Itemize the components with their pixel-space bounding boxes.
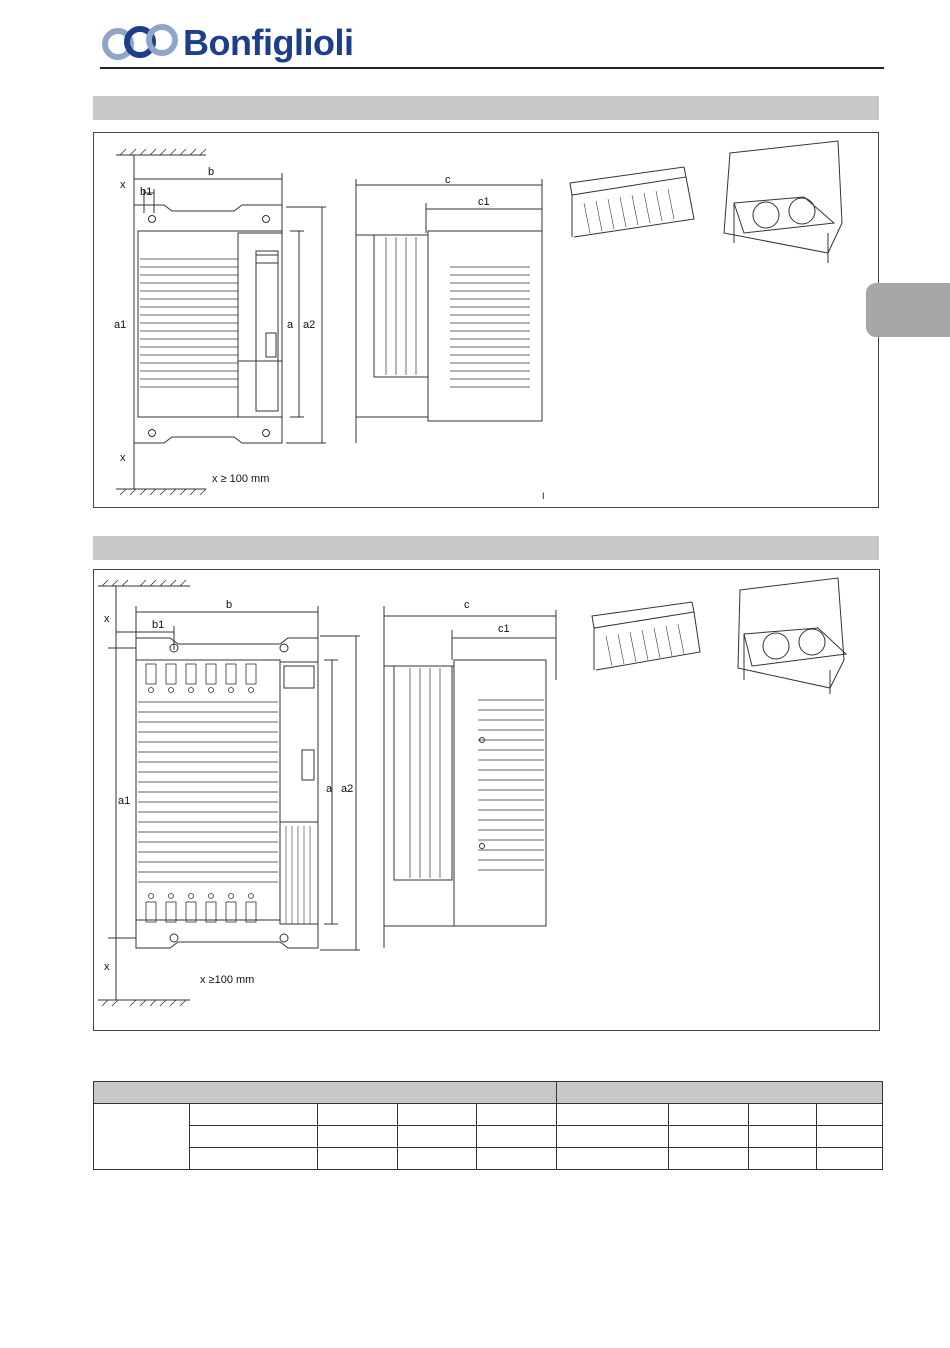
table-cell [397, 1148, 477, 1170]
dimensions-table [93, 1081, 883, 1170]
table-cell [189, 1104, 317, 1126]
table-cell [477, 1148, 557, 1170]
dim-label-b1: b1 [152, 619, 165, 631]
table-cell [669, 1126, 749, 1148]
table-cell [477, 1126, 557, 1148]
section-header-bar-2 [93, 536, 879, 560]
table-cell [749, 1148, 817, 1170]
table-cell [557, 1104, 669, 1126]
table-cell [669, 1104, 749, 1126]
dim-label-b1: b1 [140, 186, 153, 198]
table-cell [317, 1148, 397, 1170]
table-cell [749, 1126, 817, 1148]
table-header-cell [557, 1082, 883, 1104]
table-cell [817, 1126, 883, 1148]
table-cell [817, 1148, 883, 1170]
dim-label-a1: a1 [114, 319, 127, 331]
clearance-note: x ≥ 100 mm [212, 473, 270, 485]
dim-label-c1: c1 [478, 196, 490, 208]
dim-label-b: b [226, 599, 233, 611]
table-cell [397, 1104, 477, 1126]
table-cell [669, 1148, 749, 1170]
table-cell [397, 1126, 477, 1148]
brand-name: Bonfiglioli [183, 22, 354, 63]
dim-label-x-bottom: x [120, 452, 126, 464]
figure-frame-2 [93, 569, 880, 1031]
table-cell [557, 1148, 669, 1170]
table-cell [317, 1104, 397, 1126]
table-header-cell [94, 1082, 557, 1104]
section-header-bar-1 [93, 96, 879, 120]
table-cell [557, 1126, 669, 1148]
dim-label-c1: c1 [498, 623, 510, 635]
dim-label-c: c [464, 599, 470, 611]
table-cell [817, 1104, 883, 1126]
table-header-row [94, 1082, 883, 1104]
table-cell [189, 1126, 317, 1148]
dim-label-x-bottom: x [104, 961, 110, 973]
table-row [94, 1104, 883, 1126]
figure-frame-1 [93, 132, 879, 508]
dim-label-a: a [287, 319, 294, 331]
table-cell [749, 1104, 817, 1126]
dim-label-a2: a2 [303, 319, 316, 331]
table-row [94, 1126, 883, 1148]
table-cell [477, 1104, 557, 1126]
dim-label-b: b [208, 166, 215, 178]
clearance-note: x ≥100 mm [200, 974, 255, 986]
header-divider [100, 67, 884, 69]
dimension-drawing-1 [94, 133, 878, 507]
table-row-group-cell [94, 1104, 190, 1170]
brand-logo [100, 18, 354, 68]
table-row [94, 1148, 883, 1170]
bonfiglioli-chain-logo-icon [100, 18, 182, 66]
table-cell [317, 1126, 397, 1148]
dimension-drawing-2 [94, 570, 879, 1030]
dim-label-a1: a1 [118, 795, 131, 807]
dim-label-x-top: x [104, 613, 110, 625]
dim-label-x-top: x [120, 179, 126, 191]
dim-label-a2: a2 [341, 783, 354, 795]
table-cell [189, 1148, 317, 1170]
dim-label-a: a [326, 783, 333, 795]
figure-marker: I [542, 491, 545, 501]
chapter-tab [866, 283, 950, 337]
dim-label-c: c [445, 174, 451, 186]
